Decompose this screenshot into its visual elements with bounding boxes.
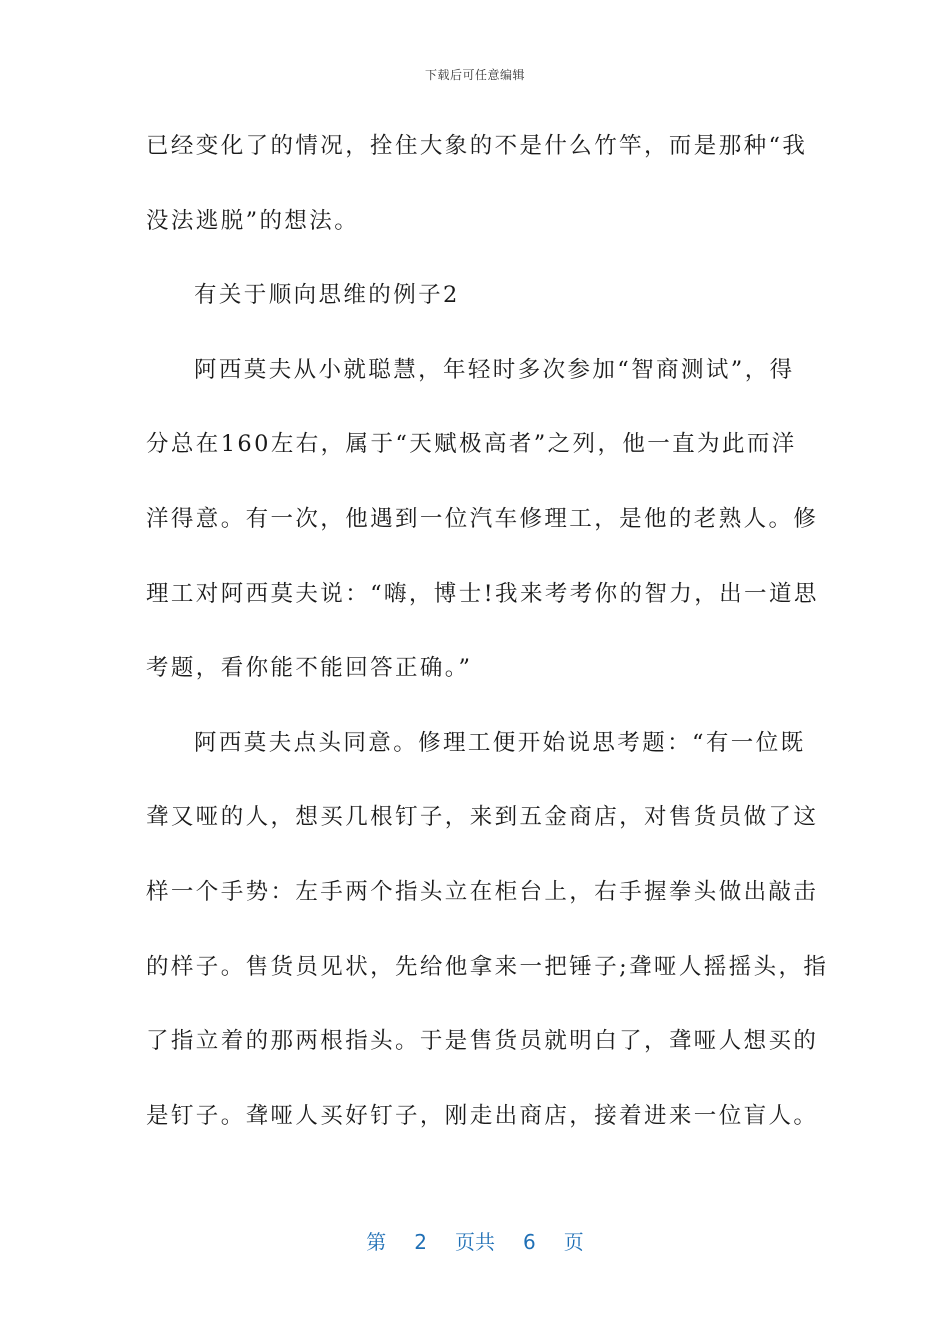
section-heading: 有关于顺向思维的例子2 bbox=[194, 282, 460, 309]
text-line: 阿西莫夫从小就聪慧，年轻时多次参加“智商测试”，得 bbox=[194, 356, 795, 383]
text-line: 分总在160左右，属于“天赋极高者”之列，他一直为此而洋 bbox=[146, 431, 797, 458]
total-pages-number: 6 bbox=[523, 1230, 536, 1254]
text-line: 考题，看你能不能回答正确。” bbox=[146, 655, 473, 682]
text-line: 理工对阿西莫夫说：“嗨，博士!我来考考你的智力，出一道思 bbox=[146, 580, 819, 607]
footer-suffix: 页 bbox=[563, 1230, 584, 1254]
current-page-number: 2 bbox=[414, 1230, 427, 1254]
text-line: 阿西莫夫点头同意。修理工便开始说思考题：“有一位既 bbox=[194, 729, 806, 756]
text-line: 洋得意。有一次，他遇到一位汽车修理工，是他的老熟人。修 bbox=[146, 505, 819, 532]
footer-middle: 页共 bbox=[455, 1230, 495, 1254]
page-header: 下载后可任意编辑 bbox=[424, 68, 525, 82]
text-line: 的样子。售货员见状，先给他拿来一把锤子;聋哑人摇摇头，指 bbox=[146, 953, 829, 980]
text-line: 了指立着的那两根指头。于是售货员就明白了，聋哑人想买的 bbox=[146, 1028, 819, 1055]
text-line: 样一个手势：左手两个指头立在柜台上，右手握拳头做出敲击 bbox=[146, 878, 819, 905]
text-line: 没法逃脱”的想法。 bbox=[146, 207, 360, 234]
page-footer bbox=[0, 1226, 950, 1255]
document-body bbox=[146, 120, 829, 1164]
footer-prefix: 第 bbox=[366, 1230, 387, 1254]
text-line: 已经变化了的情况，拴住大象的不是什么竹竿，而是那种“我 bbox=[146, 133, 808, 159]
text-line: 聋又哑的人，想买几根钉子，来到五金商店，对售货员做了这 bbox=[146, 804, 819, 831]
text-line: 是钉子。聋哑人买好钉子，刚走出商店，接着进来一位盲人。 bbox=[146, 1102, 819, 1129]
